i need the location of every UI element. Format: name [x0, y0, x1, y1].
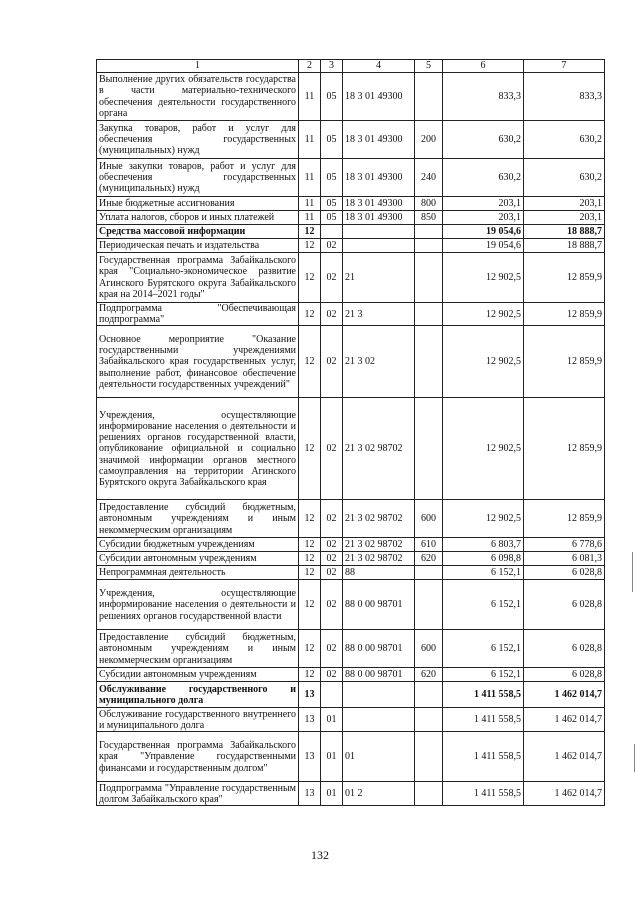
table-row — [97, 197, 605, 211]
subsection-code-cell: 02 — [321, 668, 343, 682]
target-article-cell: 88 0 00 98701 — [343, 580, 415, 630]
row-name-cell: Учреждения, осуществляющие информирование населения о деятельности и решениях органов государственной власти — [97, 580, 299, 630]
amount-year2-cell: 12 859,9 — [524, 253, 605, 303]
row-name-cell: Иные бюджетные ассигнования — [97, 197, 299, 211]
row-name-cell: Непрограммная деятельность — [97, 566, 299, 580]
amount-year2-cell: 12 859,9 — [524, 500, 605, 538]
target-article-cell — [343, 225, 415, 239]
amount-year2-cell: 6 028,8 — [524, 668, 605, 682]
table-row — [97, 225, 605, 239]
row-name-cell: Подпрограмма "Обеспечивающая подпрограмма" — [97, 303, 299, 326]
section-code-cell: 12 — [299, 630, 321, 668]
amount-year1-cell: 833,3 — [443, 73, 524, 121]
amount-year1-cell: 12 902,5 — [443, 398, 524, 500]
table-header-row — [97, 60, 605, 73]
table-row — [97, 552, 605, 566]
subsection-code-cell: 02 — [321, 552, 343, 566]
expense-type-cell — [415, 398, 443, 500]
subsection-code-cell: 05 — [321, 211, 343, 225]
amount-year1-cell: 19 054,6 — [443, 225, 524, 239]
table-row — [97, 732, 605, 782]
expense-type-cell — [415, 326, 443, 398]
row-name-cell: Субсидии бюджетным учреждениям — [97, 538, 299, 552]
section-code-cell: 12 — [299, 398, 321, 500]
section-code-cell: 11 — [299, 159, 321, 197]
amount-year2-cell: 203,1 — [524, 211, 605, 225]
amount-year1-cell: 6 152,1 — [443, 566, 524, 580]
table-row — [97, 73, 605, 121]
section-code-cell: 12 — [299, 239, 321, 253]
target-article-cell: 21 3 02 98702 — [343, 500, 415, 538]
table-row — [97, 630, 605, 668]
row-name-cell: Основное мероприятие "Оказание государственными учреждениями Забайкальского края государственных услуг, выполнение работ, финансовое обеспечение деятельности государственных учреждений" — [97, 326, 299, 398]
amount-year2-cell: 12 859,9 — [524, 398, 605, 500]
section-code-cell: 12 — [299, 303, 321, 326]
table-row — [97, 566, 605, 580]
expense-type-cell — [415, 580, 443, 630]
amount-year2-cell: 833,3 — [524, 73, 605, 121]
section-code-cell: 13 — [299, 782, 321, 806]
subsection-code-cell: 01 — [321, 782, 343, 806]
table-row — [97, 708, 605, 732]
target-article-cell: 18 3 01 49300 — [343, 211, 415, 225]
section-code-cell: 11 — [299, 73, 321, 121]
row-name-cell: Государственная программа Забайкальского края "Управление государственными финансами и государственным долгом" — [97, 732, 299, 782]
row-name-cell: Учреждения, осуществляющие информирование населения о деятельности и решениях органов государственной власти, опубликование официальной и социально значимой информации органов местного самоуправления на территории Агинского Бурятского округа Забайкальского края — [97, 398, 299, 500]
expense-type-cell — [415, 225, 443, 239]
row-name-cell: Уплата налогов, сборов и иных платежей — [97, 211, 299, 225]
target-article-cell: 18 3 01 49300 — [343, 73, 415, 121]
target-article-cell — [343, 682, 415, 708]
target-article-cell: 01 2 — [343, 782, 415, 806]
expense-type-cell — [415, 303, 443, 326]
section-code-cell: 13 — [299, 682, 321, 708]
row-name-cell: Подпрограмма "Управление государственным долгом Забайкальского края" — [97, 782, 299, 806]
subsection-code-cell: 01 — [321, 732, 343, 782]
scan-edge-mark — [634, 744, 635, 772]
subsection-code-cell: 02 — [321, 566, 343, 580]
target-article-cell: 18 3 01 49300 — [343, 197, 415, 211]
table-row — [97, 668, 605, 682]
amount-year1-cell: 203,1 — [443, 197, 524, 211]
expense-type-cell — [415, 239, 443, 253]
column-header: 7 — [524, 60, 605, 73]
subsection-code-cell: 02 — [321, 326, 343, 398]
amount-year1-cell: 12 902,5 — [443, 303, 524, 326]
expense-type-cell: 620 — [415, 668, 443, 682]
amount-year2-cell: 203,1 — [524, 197, 605, 211]
table-row — [97, 500, 605, 538]
expense-type-cell: 620 — [415, 552, 443, 566]
amount-year1-cell: 12 902,5 — [443, 326, 524, 398]
subsection-code-cell: 05 — [321, 197, 343, 211]
subsection-code-cell: 05 — [321, 159, 343, 197]
amount-year2-cell: 12 859,9 — [524, 326, 605, 398]
expense-type-cell — [415, 566, 443, 580]
amount-year1-cell: 6 152,1 — [443, 630, 524, 668]
amount-year1-cell: 630,2 — [443, 159, 524, 197]
subsection-code-cell: 02 — [321, 500, 343, 538]
subsection-code-cell: 02 — [321, 538, 343, 552]
target-article-cell: 21 3 02 98702 — [343, 398, 415, 500]
section-code-cell: 12 — [299, 552, 321, 566]
amount-year1-cell: 1 411 558,5 — [443, 732, 524, 782]
section-code-cell: 12 — [299, 566, 321, 580]
expense-type-cell: 850 — [415, 211, 443, 225]
section-code-cell: 12 — [299, 500, 321, 538]
amount-year2-cell: 12 859,9 — [524, 303, 605, 326]
table-row — [97, 538, 605, 552]
expense-type-cell — [415, 708, 443, 732]
subsection-code-cell: 02 — [321, 630, 343, 668]
row-name-cell: Периодическая печать и издательства — [97, 239, 299, 253]
amount-year2-cell: 6 028,8 — [524, 566, 605, 580]
section-code-cell: 13 — [299, 732, 321, 782]
expense-type-cell — [415, 73, 443, 121]
target-article-cell — [343, 708, 415, 732]
target-article-cell: 21 3 — [343, 303, 415, 326]
budget-table — [96, 59, 605, 806]
table-row — [97, 303, 605, 326]
row-name-cell: Иные закупки товаров, работ и услуг для обеспечения государственных (муниципальных) нужд — [97, 159, 299, 197]
amount-year2-cell: 1 462 014,7 — [524, 782, 605, 806]
row-name-cell: Предоставление субсидий бюджетным, автономным учреждениям и иным некоммерческим организациям — [97, 630, 299, 668]
column-header: 2 — [299, 60, 321, 73]
target-article-cell: 18 3 01 49300 — [343, 159, 415, 197]
subsection-code-cell — [321, 682, 343, 708]
target-article-cell: 88 0 00 98701 — [343, 668, 415, 682]
subsection-code-cell: 02 — [321, 239, 343, 253]
amount-year2-cell: 6 778,6 — [524, 538, 605, 552]
expense-type-cell — [415, 682, 443, 708]
amount-year2-cell: 18 888,7 — [524, 225, 605, 239]
row-name-cell: Обслуживание государственного внутреннего и муниципального долга — [97, 708, 299, 732]
subsection-code-cell: 02 — [321, 303, 343, 326]
column-header: 1 — [97, 60, 299, 73]
target-article-cell: 21 3 02 — [343, 326, 415, 398]
target-article-cell: 88 0 00 98701 — [343, 630, 415, 668]
amount-year2-cell: 6 028,8 — [524, 630, 605, 668]
amount-year2-cell: 6 081,3 — [524, 552, 605, 566]
scan-edge-mark — [632, 552, 633, 592]
section-code-cell: 12 — [299, 668, 321, 682]
table-row — [97, 782, 605, 806]
target-article-cell — [343, 239, 415, 253]
expense-type-cell: 200 — [415, 121, 443, 159]
amount-year2-cell: 18 888,7 — [524, 239, 605, 253]
table-row — [97, 326, 605, 398]
amount-year2-cell: 630,2 — [524, 121, 605, 159]
target-article-cell: 21 3 02 98702 — [343, 552, 415, 566]
table-row — [97, 253, 605, 303]
row-name-cell: Выполнение других обязательств государства в части материально-технического обеспечения деятельности государственного органа — [97, 73, 299, 121]
page-number: 132 — [311, 848, 329, 862]
subsection-code-cell: 05 — [321, 73, 343, 121]
amount-year1-cell: 6 152,1 — [443, 580, 524, 630]
amount-year1-cell: 12 902,5 — [443, 253, 524, 303]
amount-year1-cell: 6 098,8 — [443, 552, 524, 566]
row-name-cell: Закупка товаров, работ и услуг для обеспечения государственных (муниципальных) нужд — [97, 121, 299, 159]
target-article-cell: 18 3 01 49300 — [343, 121, 415, 159]
target-article-cell: 21 3 02 98702 — [343, 538, 415, 552]
column-header: 3 — [321, 60, 343, 73]
expense-type-cell — [415, 782, 443, 806]
amount-year1-cell: 203,1 — [443, 211, 524, 225]
table-row — [97, 398, 605, 500]
amount-year2-cell: 630,2 — [524, 159, 605, 197]
section-code-cell: 12 — [299, 326, 321, 398]
section-code-cell: 12 — [299, 225, 321, 239]
section-code-cell: 11 — [299, 211, 321, 225]
amount-year1-cell: 19 054,6 — [443, 239, 524, 253]
row-name-cell: Субсидии автономным учреждениям — [97, 552, 299, 566]
subsection-code-cell: 02 — [321, 398, 343, 500]
target-article-cell: 21 — [343, 253, 415, 303]
expense-type-cell: 610 — [415, 538, 443, 552]
column-header: 4 — [343, 60, 415, 73]
amount-year1-cell: 12 902,5 — [443, 500, 524, 538]
expense-type-cell: 600 — [415, 500, 443, 538]
expense-type-cell: 600 — [415, 630, 443, 668]
subsection-code-cell: 02 — [321, 580, 343, 630]
expense-type-cell — [415, 253, 443, 303]
section-code-cell: 12 — [299, 580, 321, 630]
amount-year1-cell: 1 411 558,5 — [443, 682, 524, 708]
amount-year1-cell: 1 411 558,5 — [443, 782, 524, 806]
row-name-cell: Обслуживание государственного и муниципального долга — [97, 682, 299, 708]
amount-year2-cell: 1 462 014,7 — [524, 682, 605, 708]
amount-year2-cell: 1 462 014,7 — [524, 708, 605, 732]
amount-year1-cell: 1 411 558,5 — [443, 708, 524, 732]
subsection-code-cell: 01 — [321, 708, 343, 732]
table-row — [97, 211, 605, 225]
row-name-cell: Субсидии автономным учреждениям — [97, 668, 299, 682]
row-name-cell: Государственная программа Забайкальского края "Социально-экономическое развитие Агинского Бурятского округа Забайкальского края на 2014–2021 годы" — [97, 253, 299, 303]
section-code-cell: 12 — [299, 538, 321, 552]
table-row — [97, 580, 605, 630]
target-article-cell: 88 — [343, 566, 415, 580]
amount-year2-cell: 6 028,8 — [524, 580, 605, 630]
table-row — [97, 239, 605, 253]
table-row — [97, 159, 605, 197]
expense-type-cell — [415, 732, 443, 782]
column-header: 5 — [415, 60, 443, 73]
section-code-cell: 11 — [299, 197, 321, 211]
section-code-cell: 11 — [299, 121, 321, 159]
amount-year1-cell: 6 803,7 — [443, 538, 524, 552]
expense-type-cell: 800 — [415, 197, 443, 211]
section-code-cell: 13 — [299, 708, 321, 732]
table-row — [97, 121, 605, 159]
amount-year1-cell: 6 152,1 — [443, 668, 524, 682]
section-code-cell: 12 — [299, 253, 321, 303]
subsection-code-cell — [321, 225, 343, 239]
row-name-cell: Средства массовой информации — [97, 225, 299, 239]
expense-type-cell: 240 — [415, 159, 443, 197]
amount-year1-cell: 630,2 — [443, 121, 524, 159]
target-article-cell: 01 — [343, 732, 415, 782]
subsection-code-cell: 02 — [321, 253, 343, 303]
column-header: 6 — [443, 60, 524, 73]
amount-year2-cell: 1 462 014,7 — [524, 732, 605, 782]
subsection-code-cell: 05 — [321, 121, 343, 159]
row-name-cell: Предоставление субсидий бюджетным, автономным учреждениям и иным некоммерческим организациям — [97, 500, 299, 538]
table-row — [97, 682, 605, 708]
